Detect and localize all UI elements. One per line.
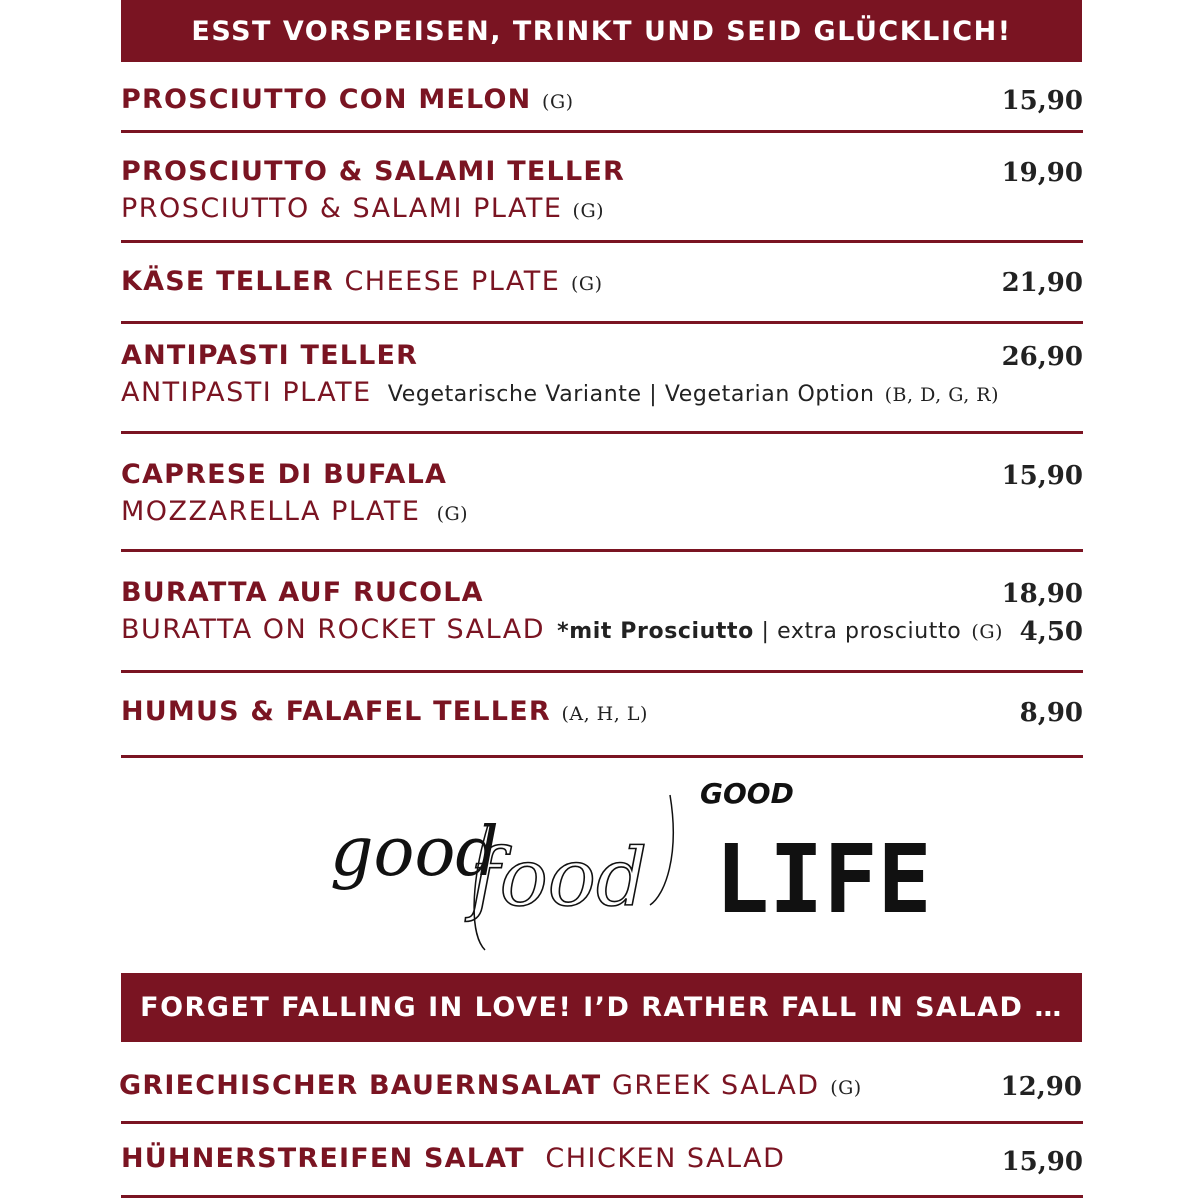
- divider: [121, 321, 1083, 324]
- menu-item-antipasti: [121, 340, 1083, 415]
- item-name-en: CHEESE PLATE: [344, 266, 561, 297]
- good-food-good-life-logo: [320, 765, 932, 965]
- item-name-de: HÜHNERSTREIFEN SALAT: [121, 1143, 525, 1174]
- logo-word-life: LIFE: [715, 823, 932, 935]
- menu-item-prosciutto-salami: [121, 156, 1083, 231]
- menu-item-greek-salad: [119, 1070, 1082, 1110]
- item-price: 19,90: [1001, 158, 1083, 188]
- item-name: PROSCIUTTO & SALAMI TELLER: [121, 156, 625, 187]
- divider: [121, 1195, 1083, 1198]
- item-name: CAPRESE DI BUFALA: [121, 459, 448, 490]
- item-subtitle: [121, 377, 999, 408]
- item-extra-price: 4,50: [1019, 617, 1083, 647]
- item-allergens: (B, D, G, R): [884, 384, 999, 406]
- menu-item-prosciutto-melon: [121, 84, 1083, 124]
- item-price: 18,90: [1001, 579, 1083, 609]
- item-name-en: GREEK SALAD: [611, 1070, 820, 1101]
- item-name: [121, 266, 603, 297]
- logo-word-good: good: [330, 813, 499, 892]
- divider: [121, 670, 1083, 673]
- item-name-de: HUMUS & FALAFEL TELLER: [121, 696, 551, 727]
- menu-item-kaese-teller: [121, 266, 1083, 306]
- item-subtitle: [121, 193, 604, 224]
- item-price: 15,90: [1001, 461, 1083, 491]
- item-name-en: ANTIPASTI PLATE: [121, 377, 372, 408]
- item-name: [119, 1070, 862, 1101]
- divider: [121, 240, 1083, 243]
- divider: [121, 431, 1083, 434]
- item-note: Vegetarische Variante | Vegetarian Option: [387, 382, 875, 407]
- item-price: 8,90: [1019, 698, 1083, 728]
- item-price: 15,90: [1001, 86, 1083, 116]
- item-extra-label: *mit Prosciutto: [557, 619, 754, 644]
- item-name: [121, 696, 648, 727]
- item-allergens: (G): [971, 621, 1003, 643]
- item-name: [121, 1143, 785, 1174]
- item-subtitle: [121, 496, 468, 527]
- item-note: | extra prosciutto: [761, 619, 962, 644]
- item-name-en: MOZZARELLA PLATE: [121, 496, 421, 527]
- logo-word-good-caps: GOOD: [700, 777, 794, 810]
- divider: [121, 130, 1083, 133]
- item-allergens: (G): [542, 91, 574, 113]
- item-name-de: GRIECHISCHER BAUERNSALAT: [119, 1070, 602, 1101]
- menu-item-chicken-salad: [121, 1143, 1083, 1183]
- divider: [121, 1121, 1083, 1124]
- banner-title: ESST VORSPEISEN, TRINKT UND SEID GLÜCKLICH!: [191, 15, 1012, 47]
- item-price: 12,90: [1000, 1072, 1082, 1102]
- item-name-en: CHICKEN SALAD: [545, 1143, 786, 1174]
- item-name: BURATTA AUF RUCOLA: [121, 577, 484, 608]
- item-price: 15,90: [1001, 1147, 1083, 1177]
- item-subtitle: [121, 614, 1003, 645]
- menu-item-caprese: [121, 459, 1083, 534]
- item-name: [121, 84, 574, 115]
- logo-word-food: food: [470, 831, 648, 924]
- divider: [121, 755, 1083, 758]
- item-allergens: (G): [572, 200, 605, 222]
- section-banner-salads: [121, 973, 1082, 1042]
- menu-item-humus-falafel: [121, 696, 1083, 736]
- item-name-de: KÄSE TELLER: [121, 266, 334, 297]
- divider: [121, 549, 1083, 552]
- item-name: ANTIPASTI TELLER: [121, 340, 419, 371]
- item-price: 26,90: [1001, 342, 1083, 372]
- section-banner-starters: [121, 0, 1082, 62]
- item-allergens: (G): [436, 503, 469, 525]
- item-allergens: (G): [570, 273, 603, 295]
- item-price: 21,90: [1001, 268, 1083, 298]
- menu-item-buratta: [121, 577, 1083, 652]
- item-name-en: PROSCIUTTO & SALAMI PLATE: [121, 193, 563, 224]
- banner-title: FORGET FALLING IN LOVE! I’D RATHER FALL IN SALAD …: [140, 992, 1063, 1023]
- logo-swash: [650, 795, 673, 905]
- item-allergens: (A, H, L): [561, 703, 648, 725]
- item-allergens: (G): [830, 1077, 862, 1099]
- item-name-en: BURATTA ON ROCKET SALAD: [121, 614, 546, 645]
- item-name-de: PROSCIUTTO CON MELON: [121, 84, 532, 115]
